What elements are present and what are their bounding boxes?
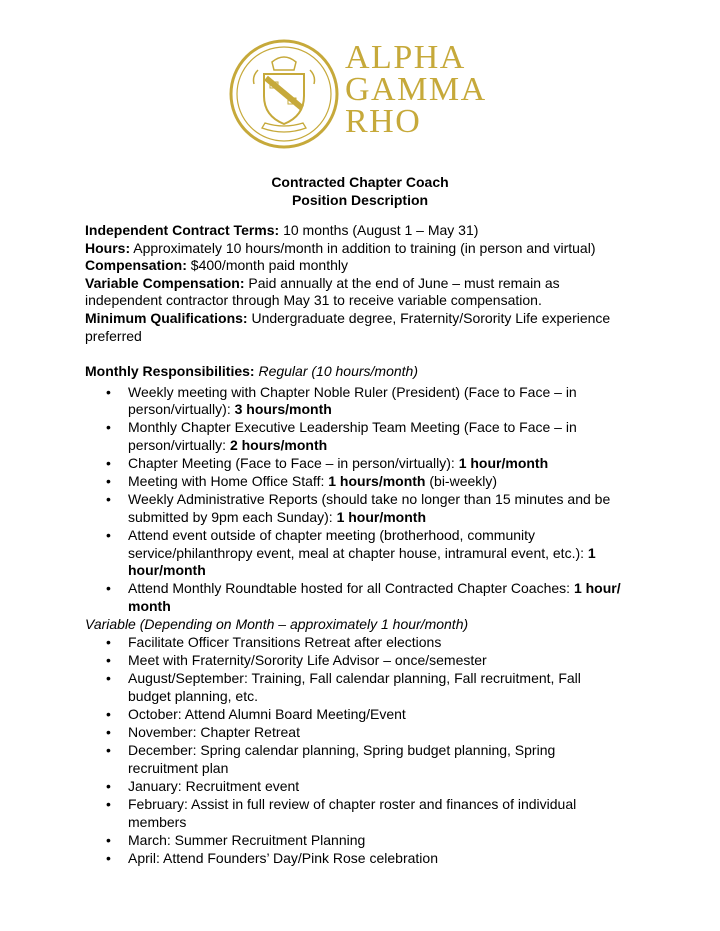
term-compensation bbox=[85, 257, 625, 275]
org-name-line-2: GAMMA bbox=[345, 71, 487, 108]
item-after: (bi-weekly) bbox=[425, 473, 498, 490]
list-item: • August/September: Training, Fall calendar planning, Fall recruitment, Fall budget planning, etc. bbox=[85, 670, 625, 705]
item-text: Attend Monthly Roundtable hosted for all Contracted Chapter Coaches: bbox=[128, 580, 574, 597]
list-item bbox=[85, 491, 625, 526]
term-hours bbox=[85, 240, 625, 258]
term-label: Independent Contract Terms: bbox=[85, 222, 280, 238]
list-item: • January: Recruitment event bbox=[85, 778, 625, 796]
item-hours: 2 hours/month bbox=[229, 437, 328, 454]
list-item bbox=[85, 455, 625, 473]
term-value: 10 months (August 1 – May 31) bbox=[279, 222, 479, 238]
item-text: Attend event outside of chapter meeting (brotherhood, community service/philanthropy event, meal at chapter house, intramural event, etc.): bbox=[128, 527, 588, 561]
item-hours: 1 hour/month bbox=[128, 544, 596, 579]
org-name-line-3: RHO bbox=[345, 103, 422, 140]
document-title-block bbox=[0, 173, 720, 209]
terms-section bbox=[85, 222, 625, 345]
list-item: • Facilitate Officer Transitions Retreat after elections bbox=[85, 634, 625, 652]
item-hours: 1 hour/ month bbox=[128, 580, 621, 614]
list-item bbox=[85, 527, 625, 580]
org-name-line-1: ALPHA bbox=[345, 39, 466, 76]
item-text: Meeting with Home Office Staff: bbox=[128, 473, 329, 490]
item-text: Weekly meeting with Chapter Noble Ruler (President) (Face to Face – in person/virtually): bbox=[128, 383, 577, 418]
list-item: • December: Spring calendar planning, Spring budget planning, Spring recruitment plan bbox=[85, 742, 625, 777]
term-qualifications bbox=[85, 310, 625, 345]
list-item bbox=[85, 384, 625, 419]
list-item: • Meet with Fraternity/Sorority Life Advisor – once/semester bbox=[85, 652, 625, 670]
item-hours: 1 hour/month bbox=[336, 508, 426, 525]
monthly-heading-label: Monthly Responsibilities: bbox=[85, 363, 255, 380]
list-item: • November: Chapter Retreat bbox=[85, 724, 625, 742]
list-item bbox=[85, 473, 625, 491]
term-value: Approximately 10 hours/month in addition to training (in person and virtual) bbox=[130, 239, 596, 256]
variable-list bbox=[85, 634, 625, 867]
term-label: Minimum Qualifications: bbox=[85, 309, 248, 326]
item-hours: 3 hours/month bbox=[234, 401, 332, 418]
item-text: Monthly Chapter Executive Leadership Team Meeting (Face to Face – in person/virtually: bbox=[128, 419, 577, 454]
document-body bbox=[85, 222, 625, 868]
list-item bbox=[85, 419, 625, 454]
document-title: Contracted Chapter Coach bbox=[271, 174, 449, 190]
list-item: • April: Attend Founders’ Day/Pink Rose celebration bbox=[85, 850, 625, 868]
term-label: Compensation: bbox=[85, 257, 187, 274]
variable-heading: Variable (Depending on Month – approximately 1 hour/month) bbox=[85, 616, 469, 633]
term-value: Paid annually at the end of June – must remain as independent contractor through May 31 to receive variable compensation. bbox=[85, 274, 560, 309]
monthly-heading-note: Regular (10 hours/month) bbox=[254, 363, 418, 380]
org-name bbox=[345, 39, 487, 140]
term-value: Undergraduate degree, Fraternity/Sorority Life experience preferred bbox=[85, 309, 611, 344]
item-text: Chapter Meeting (Face to Face – in person/virtually): bbox=[128, 455, 459, 472]
item-hours: 1 hours/month bbox=[328, 473, 426, 490]
list-item: • March: Summer Recruitment Planning bbox=[85, 832, 625, 850]
agr-crest-icon bbox=[228, 38, 340, 150]
term-variable-compensation bbox=[85, 275, 625, 310]
term-label: Hours: bbox=[85, 239, 131, 256]
monthly-list bbox=[85, 384, 625, 616]
term-value: $400/month paid monthly bbox=[186, 257, 348, 274]
term-contract bbox=[85, 222, 625, 240]
document-subtitle: Position Description bbox=[291, 192, 429, 208]
monthly-heading bbox=[85, 363, 625, 381]
item-hours: 1 hour/month bbox=[458, 455, 549, 472]
letterhead bbox=[228, 38, 518, 148]
term-label: Variable Compensation: bbox=[85, 274, 245, 291]
item-text: Weekly Administrative Reports (should take no longer than 15 minutes and be submitted by 9pm each Sunday): bbox=[128, 491, 611, 525]
list-item: • October: Attend Alumni Board Meeting/Event bbox=[85, 706, 625, 724]
list-item bbox=[85, 580, 625, 615]
list-item: • February: Assist in full review of chapter roster and finances of individual members bbox=[85, 796, 625, 831]
